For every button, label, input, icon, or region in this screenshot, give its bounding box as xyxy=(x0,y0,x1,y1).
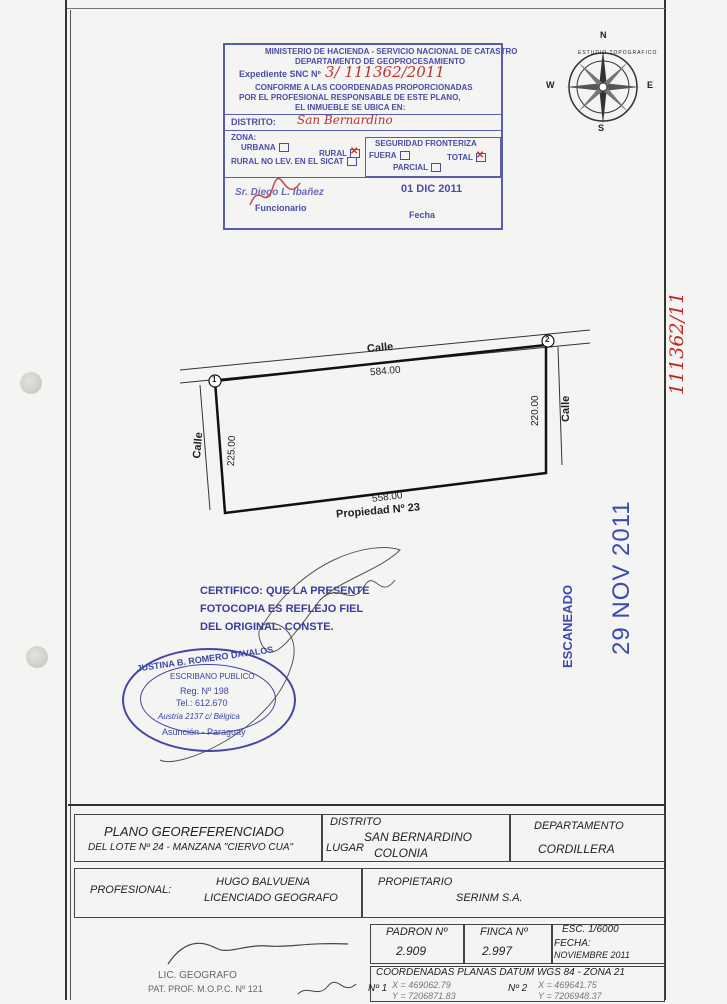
tb-point2-label: Nº 2 xyxy=(508,983,528,994)
stamp-signature xyxy=(245,175,305,215)
left-length: 225.00 xyxy=(226,435,239,467)
vertex-2-label: 2 xyxy=(545,335,550,344)
tb-padron-label: PADRON Nº xyxy=(386,926,448,938)
stamp-conforme-3: EL INMUEBLE SE UBICA EN: xyxy=(295,103,406,112)
stamp-expediente-value: 3/ 111362/2011 xyxy=(325,63,445,81)
catastro-stamp xyxy=(223,43,518,230)
scanned-date: 29 NOV 2011 xyxy=(608,500,635,655)
notary-name: JUSTINA B. ROMERO DAVALOS xyxy=(135,644,274,674)
scanned-label: ESCANEADO xyxy=(560,584,575,668)
tb-propietario-value: SERINM S.A. xyxy=(456,892,523,904)
compass-e: E xyxy=(647,80,654,90)
tb-point1-x: X = 469062.79 xyxy=(392,980,451,990)
tb-lugar-value: COLONIA xyxy=(374,846,429,860)
top-length: 584.00 xyxy=(369,364,402,379)
stamp-ministry: MINISTERIO DE HACIENDA - SERVICIO NACIONAL DE CATASTRO xyxy=(265,47,518,56)
certificate-line-2: FOTOCOPIA ES REFLEJO FIEL xyxy=(200,603,364,615)
notary-address: Austria 2137 c/ Bélgica xyxy=(158,712,240,721)
tb-coords-title: COORDENADAS PLANAS DATUM WGS 84 - ZONA 21 xyxy=(376,967,625,978)
stamp-funcionario-label: Funcionario xyxy=(255,203,307,213)
stamp-fecha-label: Fecha xyxy=(409,210,436,220)
tb-subtitle: DEL LOTE Nº 24 - MANZANA "CIERVO CUA" xyxy=(88,842,294,853)
total-label: TOTAL xyxy=(447,153,473,162)
parcial-label: PARCIAL xyxy=(393,163,428,172)
tb-distrito-label: DISTRITO xyxy=(330,816,382,828)
certificate-line-1: CERTIFICO: QUE LA PRESENTE xyxy=(200,585,370,597)
compass-ring-text: ESTUDIO TOPOGRAFICO xyxy=(578,50,658,56)
rural-label: RURAL xyxy=(319,149,347,158)
stamp-conforme-1: CONFORME A LAS COORDENADAS PROPORCIONADAS xyxy=(255,83,473,92)
stamp-distrito-value: San Bernardino xyxy=(297,113,393,127)
stamp-distrito-label: DISTRITO: xyxy=(231,117,276,127)
tb-point2-x: X = 469641.75 xyxy=(538,980,597,990)
stamp-department: DEPARTAMENTO DE GEOPROCESAMIENTO xyxy=(295,57,466,66)
tb-point1-y: Y = 7206871.83 xyxy=(392,991,456,1001)
tb-point2-y: Y = 7206948.37 xyxy=(538,991,602,1001)
stamp-seguridad: SEGURIDAD FRONTERIZA xyxy=(375,139,477,148)
tb-lugar-label: LUGAR xyxy=(326,842,364,854)
stamp-fecha-value: 01 DIC 2011 xyxy=(401,183,463,195)
notary-tel: Tel.: 612.670 xyxy=(176,698,228,708)
frame-top xyxy=(67,8,665,9)
stamp-expediente-label: Expediente SNC Nº xyxy=(239,69,321,79)
tb-padron-value: 2.909 xyxy=(396,944,427,958)
notary-title: ESCRIBANO PUBLICO xyxy=(170,672,255,681)
urbana-checkbox xyxy=(279,143,289,152)
tb-fecha-label: FECHA: xyxy=(554,938,591,949)
handwritten-expediente: 111362/11 xyxy=(666,291,688,395)
tb-fecha-value: NOVIEMBRE 2011 xyxy=(554,950,630,960)
vertex-1-label: 1 xyxy=(212,375,217,384)
tb-finca-value: 2.997 xyxy=(482,944,513,958)
compass-s: S xyxy=(598,123,605,133)
urbana-label: URBANA xyxy=(241,143,276,152)
tb-finca-label: FINCA Nº xyxy=(480,926,528,938)
tb-title: PLANO GEOREFERENCIADO xyxy=(104,824,284,839)
tb-profesional-title: LICENCIADO GEOGRAFO xyxy=(204,892,338,904)
total-checkbox xyxy=(476,153,486,162)
street-right-label: Calle xyxy=(560,395,572,422)
street-left-label: Calle xyxy=(191,431,206,460)
punch-hole-bottom xyxy=(26,646,48,668)
title-block xyxy=(68,804,665,1002)
tb-point1-label: Nº 1 xyxy=(368,983,388,994)
street-top-label: Calle xyxy=(366,340,394,356)
stamp-zona-label: ZONA: xyxy=(231,133,257,142)
stamp-conforme-2: POR EL PROFESIONAL RESPONSABLE DE ESTE PLANO, xyxy=(239,93,461,102)
tb-escala: ESC. 1/6000 xyxy=(562,924,619,935)
compass-w: W xyxy=(546,80,555,90)
tb-departamento-label: DEPARTAMENTO xyxy=(534,820,624,832)
bottom-length: 558.00 xyxy=(371,490,404,505)
certificate-line-3: DEL ORIGINAL. CONSTE. xyxy=(200,621,334,633)
stamp-total xyxy=(447,153,486,162)
right-length: 220.00 xyxy=(530,395,541,426)
stamp-funcionario-name: Sr. Diego L. Ibañez xyxy=(235,187,324,198)
tb-departamento-value: CORDILLERA xyxy=(538,842,615,856)
notary-reg: Reg. Nº 198 xyxy=(180,686,229,696)
tb-profesional-name: HUGO BALVUENA xyxy=(216,876,311,888)
stamp-urbana xyxy=(241,143,289,152)
tb-stamp-lic: LIC. GEOGRAFO xyxy=(158,970,237,981)
frame-left-outer xyxy=(65,0,67,1000)
fuera-checkbox xyxy=(400,151,410,160)
tb-propietario-label: PROPIETARIO xyxy=(378,876,453,888)
stamp-parcial xyxy=(393,163,441,172)
stamp-fuera xyxy=(369,151,410,160)
stamp-divider-2 xyxy=(225,130,501,131)
neighbor-label: Propiedad Nº 23 xyxy=(335,501,421,521)
rural-no-lev-label: RURAL NO LEV. EN EL SICAT xyxy=(231,157,344,166)
tb-stamp-pat: PAT. PROF. M.O.P.C. Nº 121 xyxy=(148,984,263,994)
tb-distrito-value: SAN BERNARDINO xyxy=(364,830,473,844)
stamp-rural-no-lev xyxy=(231,157,357,166)
fuera-label: FUERA xyxy=(369,151,397,160)
rural-no-lev-checkbox xyxy=(347,157,357,166)
tb-profesional-label: PROFESIONAL: xyxy=(90,884,172,896)
punch-hole-top xyxy=(20,372,42,394)
notary-city: Asunción - Paraguay xyxy=(162,727,246,737)
parcial-checkbox xyxy=(431,163,441,172)
compass-n: N xyxy=(600,30,607,40)
